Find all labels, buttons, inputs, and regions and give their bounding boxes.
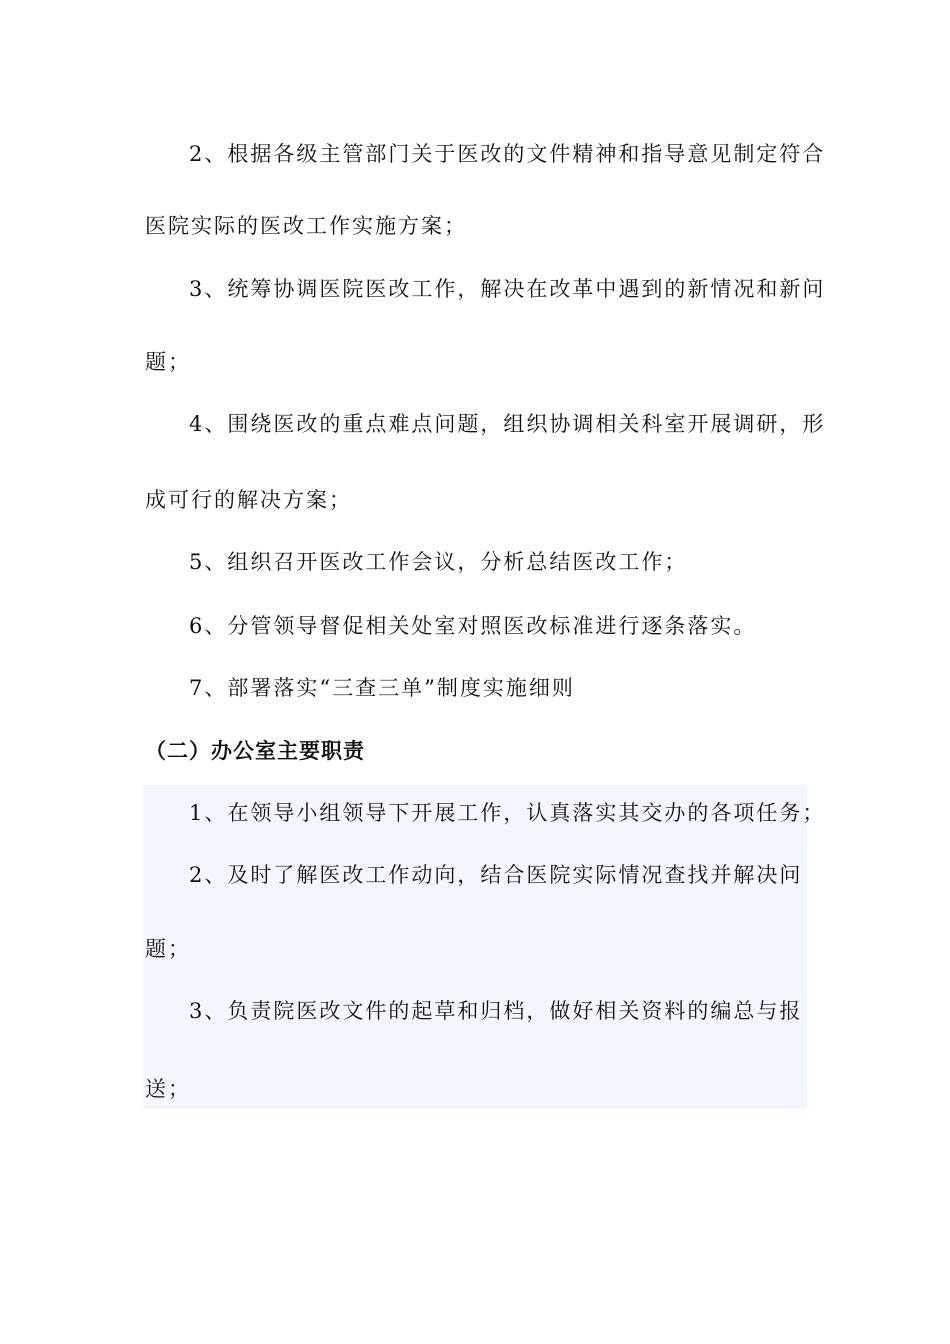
leadership-duty-3-line-2: 题； (145, 350, 191, 374)
section-heading-office-duties: （二）办公室主要职责 (145, 739, 365, 763)
office-duty-2-line-1: 2、及时了解医改工作动向，结合医院实际情况查找并解决问 (189, 863, 803, 887)
office-duty-3-line-2: 送； (145, 1077, 191, 1101)
office-duty-3-line-1: 3、负责院医改文件的起草和归档，做好相关资料的编总与报 (189, 999, 803, 1023)
leadership-duty-2-line-1: 2、根据各级主管部门关于医改的文件精神和指导意见制定符合 (189, 142, 826, 166)
leadership-duty-6: 6、分管领导督促相关处室对照医改标准进行逐条落实。 (189, 614, 757, 638)
leadership-duty-2-line-2: 医院实际的医改工作实施方案； (145, 214, 467, 238)
office-duty-2-line-2: 题； (145, 937, 191, 961)
leadership-duty-7: 7、部署落实“三查三单”制度实施细则 (189, 676, 575, 700)
office-duty-1: 1、在领导小组领导下开展工作，认真落实其交办的各项任务； (189, 801, 826, 825)
leadership-duty-5: 5、组织召开医改工作会议，分析总结医改工作； (189, 550, 688, 574)
leadership-duty-3-line-1: 3、统筹协调医院医改工作，解决在改革中遇到的新情况和新问 (189, 277, 826, 301)
leadership-duty-4-line-1: 4、围绕医改的重点难点问题，组织协调相关科室开展调研，形 (189, 412, 826, 436)
leadership-duty-4-line-2: 成可行的解决方案； (145, 488, 352, 512)
